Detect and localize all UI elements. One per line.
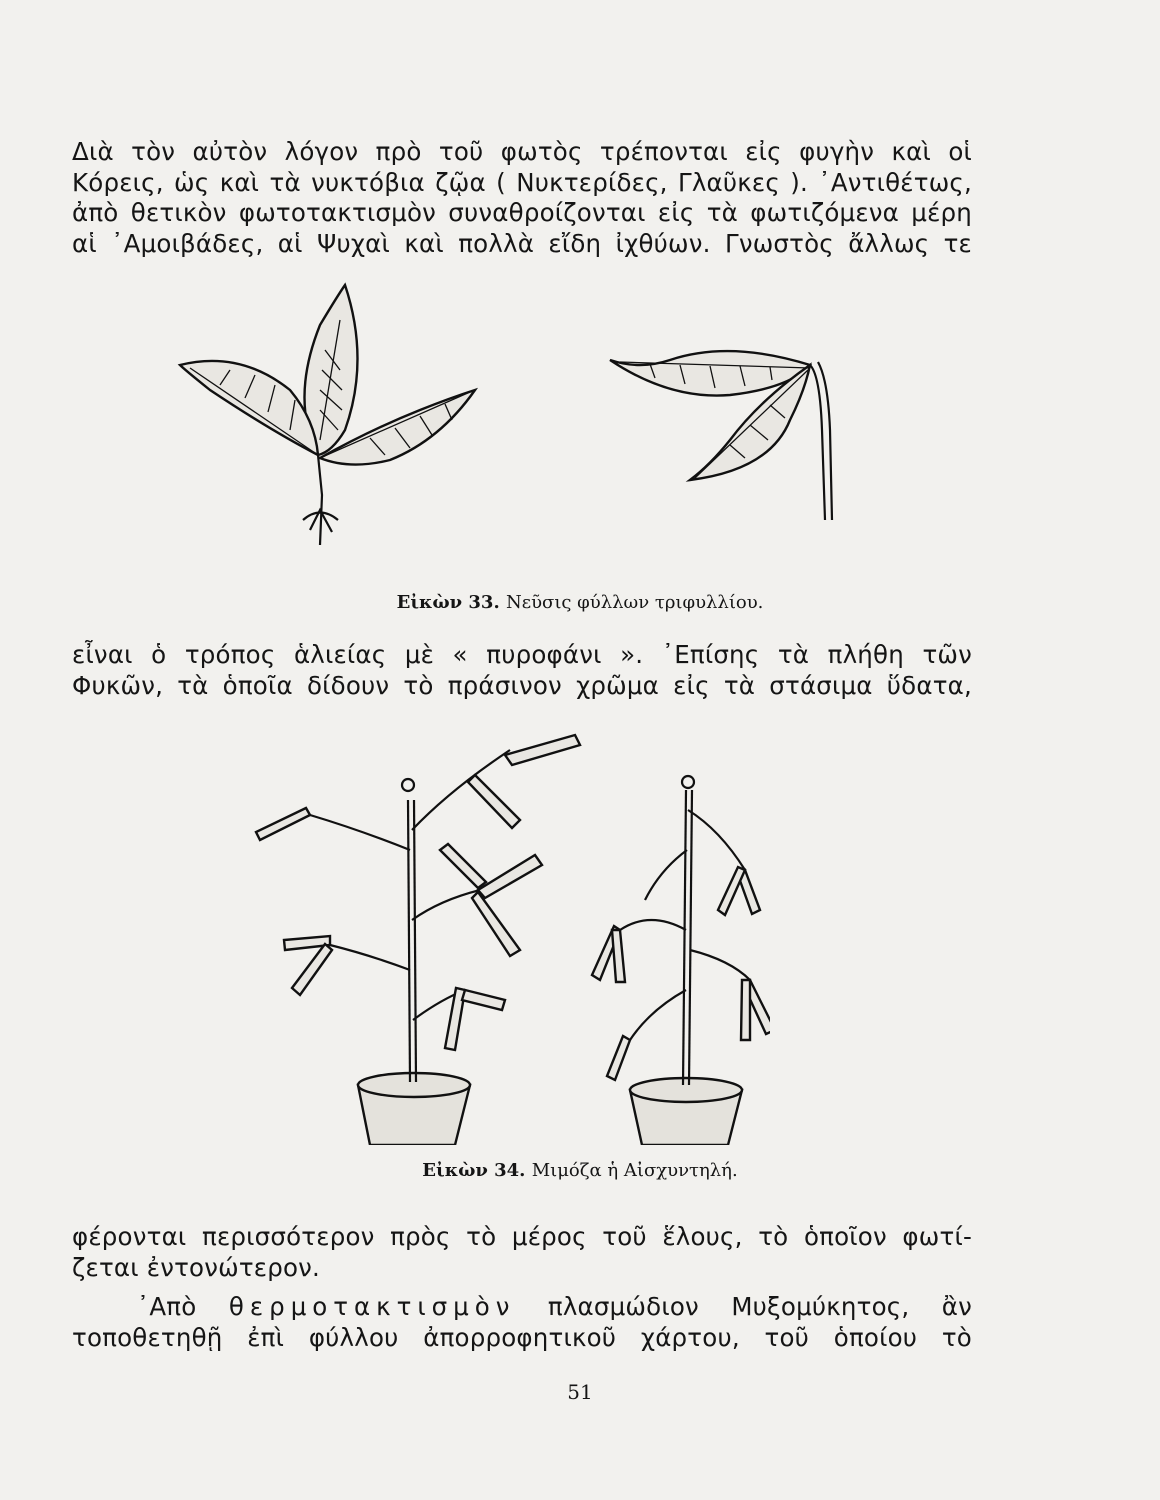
figure-34-caption [0, 1160, 1160, 1181]
text-line: εἶναι ὁ τρόπος ἁλιείας μὲ « πυροφάνι ». ᾿Επίσης τὰ πλήθη τῶν [72, 640, 972, 669]
figure-caption-text: Μιμόζα ἡ Αἰσχυντηλή. [531, 1160, 738, 1181]
text-line: τοποθετηθῇ ἐπὶ φύλλου ἀπορροφητικοῦ χάρτου, τοῦ ὁποίου τὸ [72, 1322, 972, 1352]
upright-clover [180, 285, 475, 545]
paragraph-3 [72, 1222, 972, 1283]
text-line: ἀπὸ θετικὸν φωτοτακτισμὸν συναθροίζονται εἰς τὰ φωτιζόμενα μέρη [72, 198, 972, 227]
clover-leaves-illustration [170, 280, 870, 550]
text-line: ζεται ἐντονώτερον. [72, 1252, 321, 1282]
paragraph-2 [72, 640, 972, 701]
text-line: Κόρεις, ὡς καὶ τὰ νυκτόβια ζῷα ( Νυκτερίδες, Γλαῦκες ). ᾿Αντιθέτως, [72, 167, 972, 197]
paragraph-4 [72, 1292, 972, 1353]
figure-33-caption [0, 592, 1160, 613]
mimosa-closed [592, 776, 770, 1145]
emphasized-term: θερμοτακτισμὸν [228, 1292, 516, 1321]
figure-label: Εἰκὼν 34. [422, 1160, 526, 1181]
figure-label: Εἰκὼν 33. [396, 592, 500, 613]
text-line: Διὰ τὸν αὐτὸν λόγον πρὸ τοῦ φωτὸς τρέπονται εἰς φυγὴν καὶ οἱ [72, 137, 972, 166]
page-number: 51 [567, 1380, 593, 1404]
text-segment: πλασμώδιον Μυξομύκητος, ἂν [547, 1292, 973, 1321]
drooping-clover [610, 351, 832, 520]
figure-caption-text: Νεῦσις φύλλων τριφυλλίου. [506, 592, 764, 613]
mimosa-open [256, 735, 580, 1145]
text-line: Φυκῶν, τὰ ὁποῖα δίδουν τὸ πράσινον χρῶμα εἰς τὰ στάσιμα ὕδατα, [72, 670, 972, 700]
text-line: φέρονται περισσότερον πρὸς τὸ μέρος τοῦ ἕλους, τὸ ὁποῖον φωτί- [72, 1222, 972, 1251]
text-line: αἱ ᾿Αμοιβάδες, αἱ Ψυχαὶ καὶ πολλὰ εἴδη ἰχθύων. Γνωστὸς ἄλλως τε [72, 228, 972, 258]
text-segment: ᾿Απὸ [136, 1292, 197, 1321]
mimosa-plants-illustration [250, 720, 770, 1145]
paragraph-1 [72, 137, 972, 259]
text-line [72, 1292, 972, 1323]
